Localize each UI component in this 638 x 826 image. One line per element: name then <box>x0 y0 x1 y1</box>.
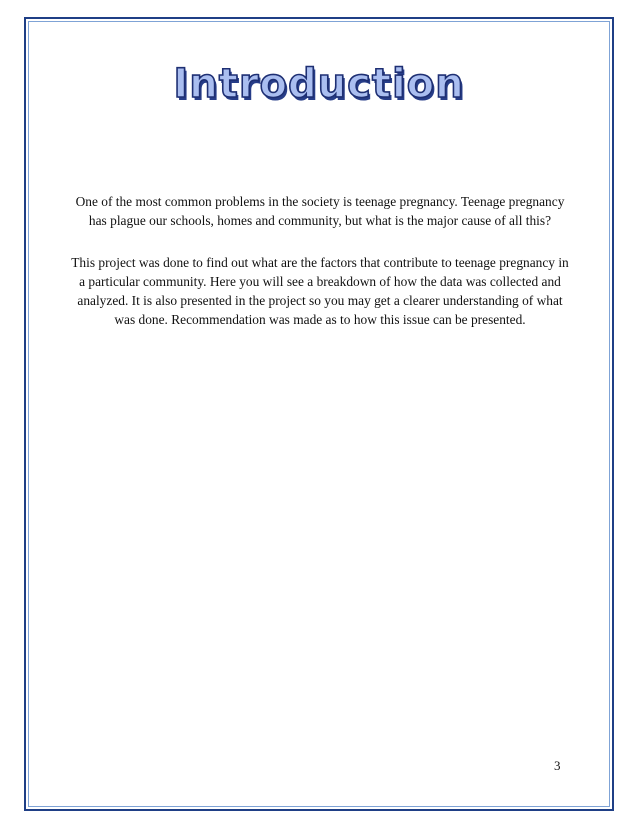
title-container <box>0 61 638 107</box>
page-title: Introduction <box>173 61 465 107</box>
intro-paragraph-2: This project was done to find out what are the factors that contribute to teenage pregnancy in a particular community. Here you will see a breakdown of how the data was collected and analyzed. It is also presented in the project so you may get a clearer understanding of what was done. Recommendation was made as to how this issue can be presented. <box>71 255 569 327</box>
intro-paragraph-1: One of the most common problems in the society is teenage pregnancy. Teenage pregnancy has plague our schools, homes and community, but what is the major cause of all this? <box>75 194 565 228</box>
page-border-inner <box>28 21 610 807</box>
page-number: 3 <box>554 758 561 773</box>
